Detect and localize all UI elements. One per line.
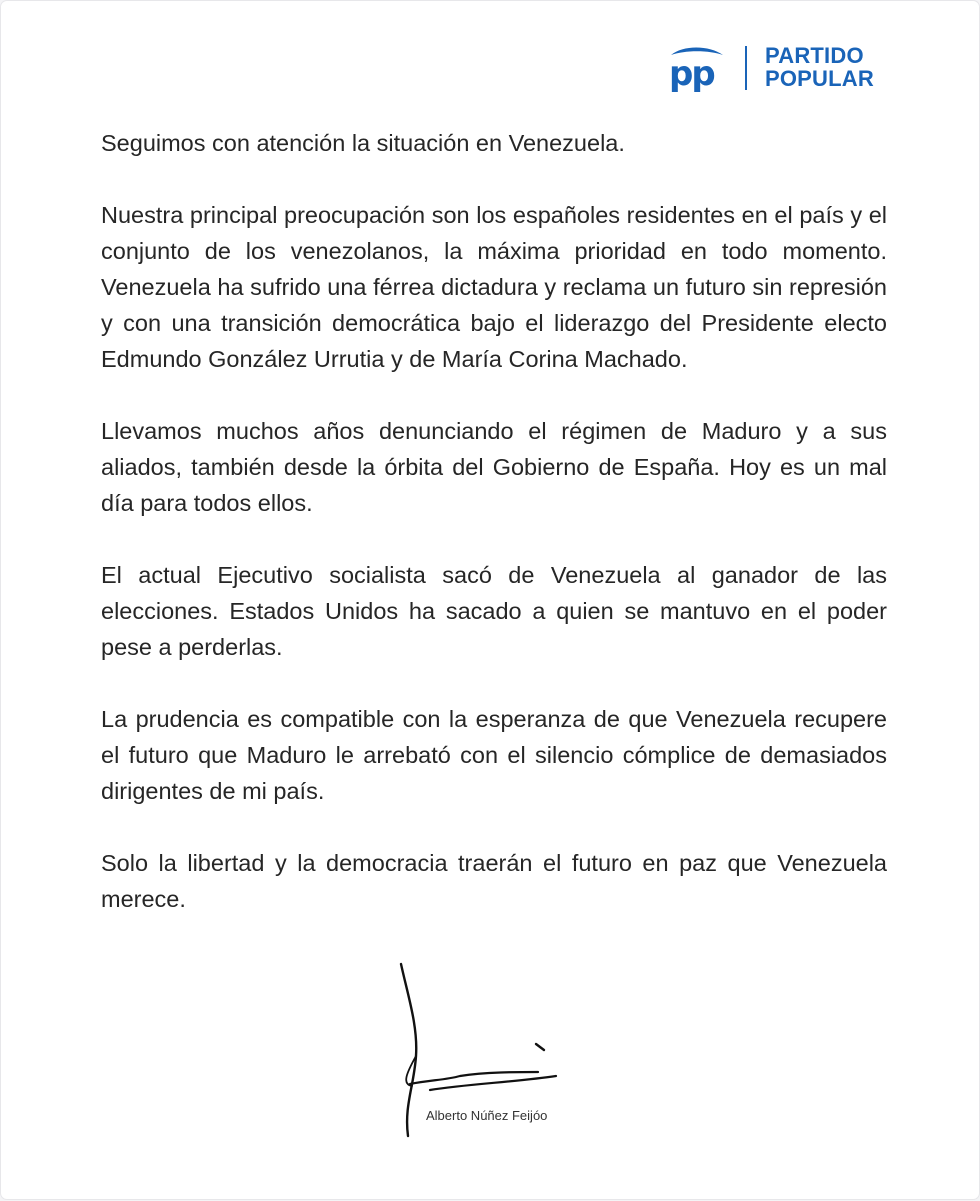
logo-wordmark	[765, 44, 874, 90]
logo-mark-text: pp	[669, 54, 714, 93]
logo-line-2: POPULAR	[765, 66, 874, 91]
letter-page	[1, 1, 979, 1199]
partido-popular-logo	[665, 43, 895, 93]
paragraph-2: Nuestra principal preocupación son los españoles residentes en el país y el conjunto de los venezolanos, la máxima prioridad en todo momento. Venezuela ha sufrido una férrea dictadura y reclama un futuro sin represión y con una transición democrática bajo el liderazgo del Presidente electo Edmundo González Urrutia y de María Corina Machado.	[101, 202, 887, 372]
logo-line-1: PARTIDO	[765, 43, 864, 68]
logo-divider	[745, 46, 747, 90]
letter-body	[101, 125, 887, 917]
paragraph-6: Solo la libertad y la democracia traerán el futuro en paz que Venezuela merece.	[101, 850, 887, 912]
paragraph-4: El actual Ejecutivo socialista sacó de Venezuela al ganador de las elecciones. Estados Unidos ha sacado a quien se mantuvo en el poder pese a perderlas.	[101, 562, 887, 660]
signer-name: Alberto Núñez Feijóo	[426, 1108, 548, 1123]
paragraph-1: Seguimos con atención la situación en Venezuela.	[101, 130, 625, 156]
pp-logo-icon	[665, 43, 729, 93]
paragraph-5: La prudencia es compatible con la esperanza de que Venezuela recupere el futuro que Maduro le arrebató con el silencio cómplice de demasiados dirigentes de mi país.	[101, 706, 887, 804]
paragraph-3: Llevamos muchos años denunciando el régimen de Maduro y a sus aliados, también desde la órbita del Gobierno de España. Hoy es un mal día para todos ellos.	[101, 418, 887, 516]
